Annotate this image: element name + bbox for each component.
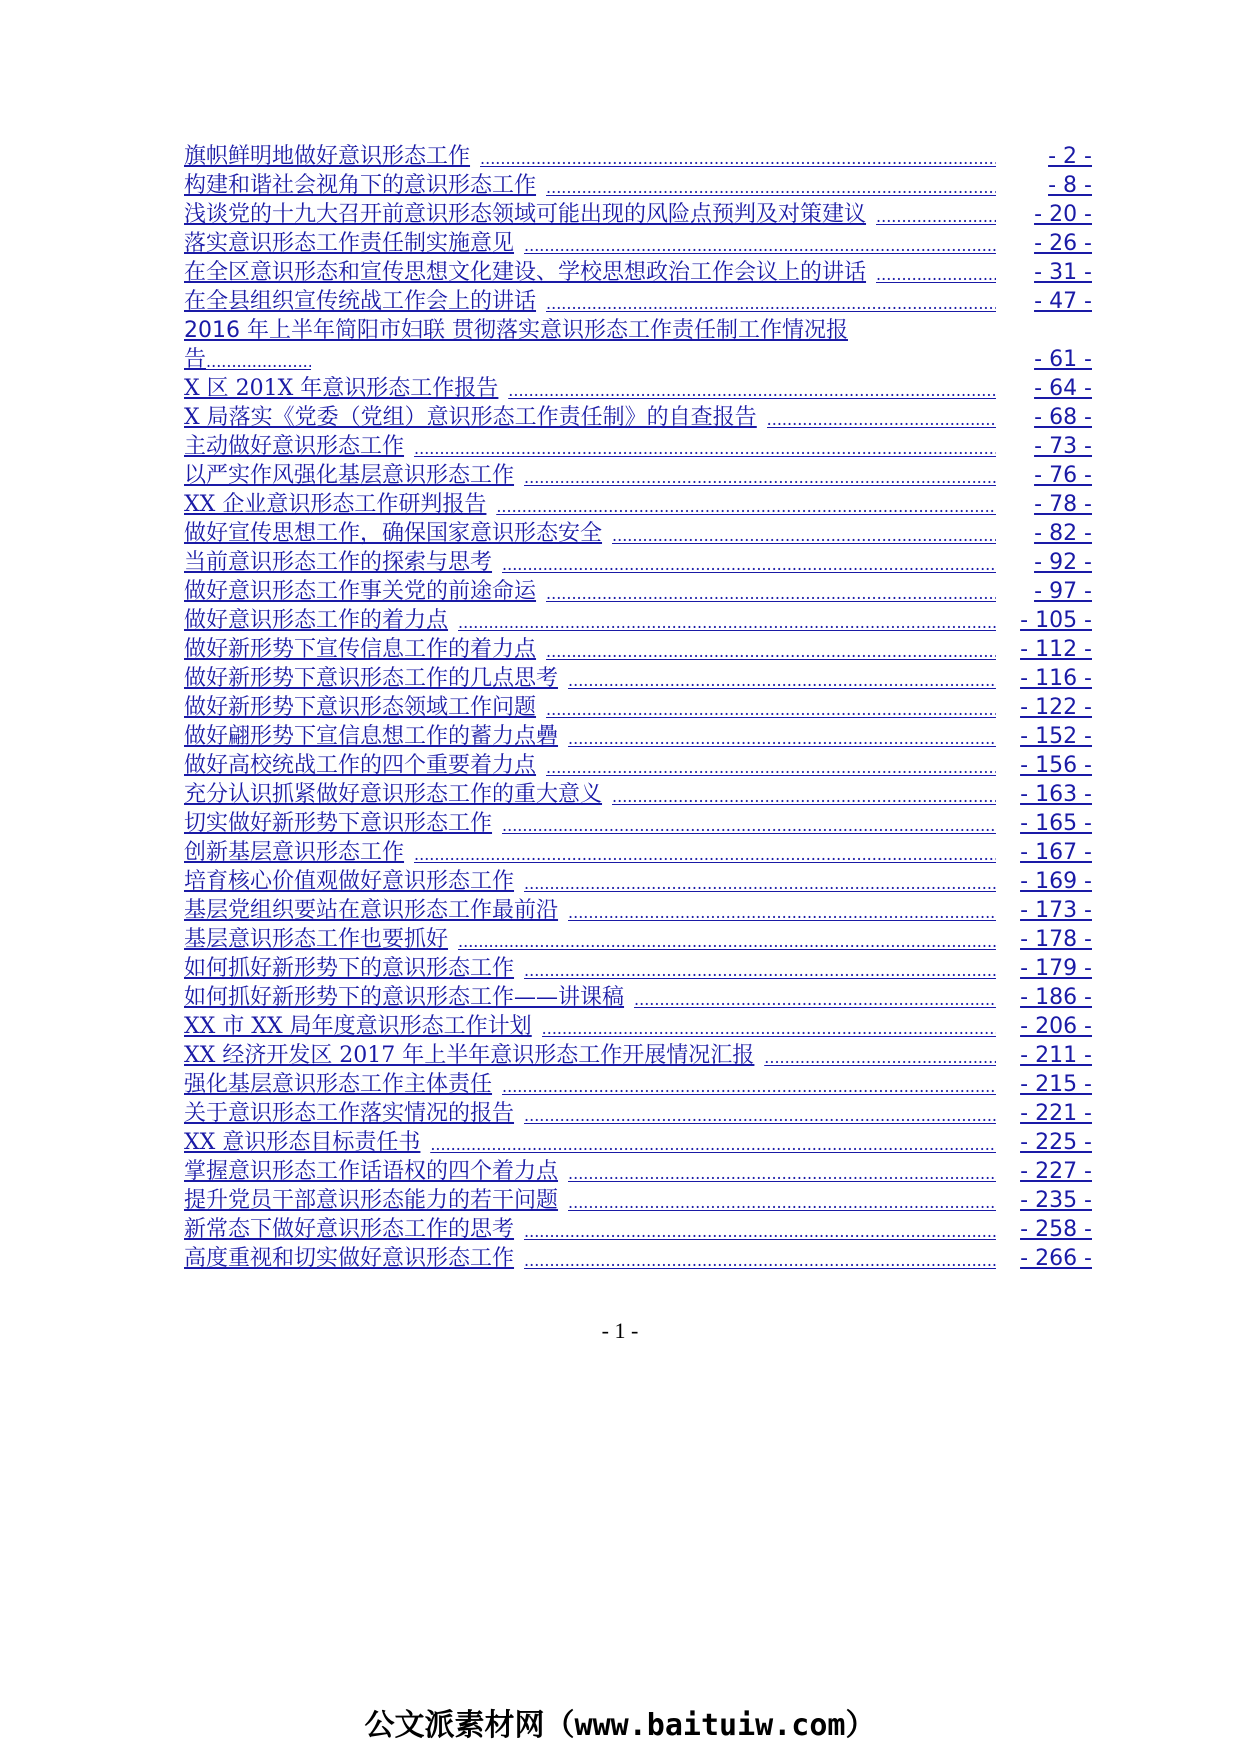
toc-entry-wrapped[interactable] xyxy=(184,316,1092,374)
toc-entry[interactable] xyxy=(184,896,1092,925)
toc-entry-page: - 169 - xyxy=(1020,869,1092,894)
toc-entry-title: 做好新形势下意识形态领域工作问题 xyxy=(184,695,537,720)
toc-leader-dots xyxy=(524,872,996,896)
toc-entry-page: - 186 - xyxy=(1020,985,1092,1010)
toc-entry[interactable] xyxy=(184,838,1092,867)
toc-leader-dots xyxy=(546,582,996,606)
toc-leader-dots xyxy=(568,901,996,925)
toc-entry[interactable] xyxy=(184,287,1092,316)
toc-leader-dots xyxy=(524,1104,996,1128)
toc-leader-dots xyxy=(764,1046,996,1070)
toc-entry-title: 充分认识抓紧做好意识形态工作的重大意义 xyxy=(184,782,603,807)
toc-entry-title: 做好意识形态工作事关党的前途命运 xyxy=(184,579,537,604)
toc-leader-dots xyxy=(524,1220,996,1244)
toc-leader-dots xyxy=(414,843,996,867)
toc-entry-page: - 163 - xyxy=(1020,782,1092,807)
toc-leader-dots xyxy=(524,234,996,258)
toc-entry-title: 创新基层意识形态工作 xyxy=(184,840,405,865)
page-number: - 1 - xyxy=(601,1318,639,1343)
toc-leader-dots xyxy=(458,611,996,635)
toc-leader-dots xyxy=(524,466,996,490)
toc-entry[interactable] xyxy=(184,867,1092,896)
toc-entry-title: 在全区意识形态和宣传思想文化建设、学校思想政治工作会议上的讲话 xyxy=(184,260,867,285)
toc-entry[interactable] xyxy=(184,722,1092,751)
toc-entry-title: XX 经济开发区 2017 年上半年意识形态工作开展情况汇报 xyxy=(184,1043,755,1068)
toc-leader-dots xyxy=(458,930,996,954)
toc-entry[interactable] xyxy=(184,1186,1092,1215)
footer-brand: 公文派素材网（www.baituiw.com） xyxy=(364,1708,876,1743)
toc-leader-dots xyxy=(612,524,996,548)
toc-entry-page: - 61 - xyxy=(1034,347,1092,372)
toc-entry-page: - 211 - xyxy=(1020,1043,1092,1068)
toc-entry-page: - 73 - xyxy=(1034,434,1092,459)
toc-entry-title: 关于意识形态工作落实情况的报告 xyxy=(184,1101,515,1126)
toc-entry-title: XX 意识形态目标责任书 xyxy=(184,1130,421,1155)
toc-entry[interactable] xyxy=(184,635,1092,664)
toc-entry-title: 提升党员干部意识形态能力的若干问题 xyxy=(184,1188,559,1213)
toc-leader-dots xyxy=(206,350,311,374)
toc-leader-dots xyxy=(502,553,996,577)
toc-entry-title: 以严实作风强化基层意识形态工作 xyxy=(184,463,515,488)
toc-entry[interactable] xyxy=(184,258,1092,287)
toc-entry[interactable] xyxy=(184,1041,1092,1070)
toc-entry-page: - 167 - xyxy=(1020,840,1092,865)
toc-entry[interactable] xyxy=(184,1244,1092,1273)
toc-entry-title: 培育核心价值观做好意识形态工作 xyxy=(184,869,515,894)
toc-leader-dots xyxy=(568,1162,996,1186)
toc-leader-dots xyxy=(568,1191,996,1215)
toc-entry-title: XX 企业意识形态工作研判报告 xyxy=(184,492,487,517)
toc-leader-dots xyxy=(568,727,996,751)
toc-entry[interactable] xyxy=(184,171,1092,200)
toc-entry[interactable] xyxy=(184,751,1092,780)
toc-entry-page: - 105 - xyxy=(1020,608,1092,633)
toc-entry-page: - 122 - xyxy=(1020,695,1092,720)
toc-entry-title: X 区 201X 年意识形态工作报告 xyxy=(184,376,499,401)
toc-leader-dots xyxy=(612,785,996,809)
toc-entry-page: - 82 - xyxy=(1034,521,1092,546)
toc-entry[interactable] xyxy=(184,780,1092,809)
toc-leader-dots xyxy=(767,408,996,432)
toc-entry-title: 做好高校统战工作的四个重要着力点 xyxy=(184,753,537,778)
toc-entry-page: - 20 - xyxy=(1034,202,1092,227)
toc-entry-page: - 68 - xyxy=(1034,405,1092,430)
toc-entry-page: - 221 - xyxy=(1020,1101,1092,1126)
toc-entry-title: 如何抓好新形势下的意识形态工作——讲课稿 xyxy=(184,985,625,1010)
toc-leader-dots xyxy=(524,1249,996,1273)
toc-entry[interactable] xyxy=(184,606,1092,635)
toc-entry-page: - 225 - xyxy=(1020,1130,1092,1155)
toc-leader-dots xyxy=(508,379,996,403)
toc-leader-dots xyxy=(876,263,996,287)
toc-entry-page: - 31 - xyxy=(1034,260,1092,285)
toc-entry-title: 当前意识形态工作的探索与思考 xyxy=(184,550,493,575)
toc-entry-page: - 116 - xyxy=(1020,666,1092,691)
toc-entry-title: 强化基层意识形态工作主体责任 xyxy=(184,1072,493,1097)
toc-leader-dots xyxy=(414,437,996,461)
toc-entry[interactable] xyxy=(184,1012,1092,1041)
toc-entry-page: - 266 - xyxy=(1020,1246,1092,1271)
toc-entry-title-line1: 2016 年上半年简阳市妇联 贯彻落实意识形态工作责任制工作情况报 xyxy=(184,318,848,343)
toc-entry-title: 在全县组织宣传统战工作会上的讲话 xyxy=(184,289,537,314)
toc-entry[interactable] xyxy=(184,490,1092,519)
toc-entry-page: - 76 - xyxy=(1034,463,1092,488)
toc-entry[interactable] xyxy=(184,983,1092,1012)
toc-leader-dots xyxy=(568,669,996,693)
toc-leader-dots xyxy=(546,698,996,722)
toc-entry[interactable] xyxy=(184,664,1092,693)
toc-entry-title: X 局落实《党委（党组）意识形态工作责任制》的自查报告 xyxy=(184,405,757,430)
toc-entry[interactable] xyxy=(184,461,1092,490)
toc-entry[interactable] xyxy=(184,432,1092,461)
toc-entry-title: 基层党组织要站在意识形态工作最前沿 xyxy=(184,898,559,923)
toc-leader-dots xyxy=(496,495,996,519)
toc-leader-dots xyxy=(502,814,996,838)
toc-entry-page: - 206 - xyxy=(1020,1014,1092,1039)
toc-entry-title: 如何抓好新形势下的意识形态工作 xyxy=(184,956,515,981)
toc-entry-title: 高度重视和切实做好意识形态工作 xyxy=(184,1246,515,1271)
toc-entry-page: - 179 - xyxy=(1020,956,1092,981)
toc-entry-title: 切实做好新形势下意识形态工作 xyxy=(184,811,493,836)
toc-entry[interactable] xyxy=(184,1157,1092,1186)
toc-entry-title: 基层意识形态工作也要抓好 xyxy=(184,927,449,952)
toc-entry[interactable] xyxy=(184,954,1092,983)
toc-entry-page: - 258 - xyxy=(1020,1217,1092,1242)
toc-entry[interactable] xyxy=(184,519,1092,548)
toc-entry[interactable] xyxy=(184,1099,1092,1128)
toc-entry[interactable] xyxy=(184,693,1092,722)
toc-entry-title: 做好宣传思想工作，确保国家意识形态安全 xyxy=(184,521,603,546)
toc-entry-title: 做好新形势下宣传信息工作的着力点 xyxy=(184,637,537,662)
toc-leader-dots xyxy=(524,959,996,983)
toc-entry[interactable] xyxy=(184,809,1092,838)
toc-leader-dots xyxy=(876,205,996,229)
toc-entry-title: 掌握意识形态工作话语权的四个着力点 xyxy=(184,1159,559,1184)
toc-entry-page: - 235 - xyxy=(1020,1188,1092,1213)
toc-entry-page: - 92 - xyxy=(1034,550,1092,575)
toc-entry[interactable] xyxy=(184,403,1092,432)
toc-entry-page: - 152 - xyxy=(1020,724,1092,749)
toc-entry[interactable] xyxy=(184,925,1092,954)
toc-leader-dots xyxy=(502,1075,996,1099)
toc-entry[interactable] xyxy=(184,1070,1092,1099)
toc-entry-page: - 178 - xyxy=(1020,927,1092,952)
toc-entry-page: - 227 - xyxy=(1020,1159,1092,1184)
toc-entry-title: 旗帜鲜明地做好意识形态工作 xyxy=(184,144,471,169)
toc-entry[interactable] xyxy=(184,1128,1092,1157)
toc-entry[interactable] xyxy=(184,200,1092,229)
toc-entry-page: - 47 - xyxy=(1034,289,1092,314)
toc-leader-dots xyxy=(634,988,996,1012)
toc-entry-page: - 64 - xyxy=(1034,376,1092,401)
toc-entry-page: - 215 - xyxy=(1020,1072,1092,1097)
toc-entry-title: 构建和谐社会视角下的意识形态工作 xyxy=(184,173,537,198)
toc-leader-dots xyxy=(546,640,996,664)
toc-entry-page: - 165 - xyxy=(1020,811,1092,836)
toc-entry-title: 新常态下做好意识形态工作的思考 xyxy=(184,1217,515,1242)
toc-entry-title-line2: 告 xyxy=(184,347,207,372)
toc-entry-page: - 78 - xyxy=(1034,492,1092,517)
toc-entry-title: 做好翩形势下宣信息想工作的蓄力点礨 xyxy=(184,724,559,749)
toc-leader-dots xyxy=(546,292,996,316)
toc-entry-page: - 112 - xyxy=(1020,637,1092,662)
toc-entry[interactable] xyxy=(184,1215,1092,1244)
toc-leader-dots xyxy=(542,1017,996,1041)
toc-entry-title: 主动做好意识形态工作 xyxy=(184,434,405,459)
toc-entry-title: 做好新形势下意识形态工作的几点思考 xyxy=(184,666,559,691)
toc-entry-page: - 156 - xyxy=(1020,753,1092,778)
toc-entry-page: - 2 - xyxy=(1048,144,1092,169)
toc-entry-page: - 8 - xyxy=(1048,173,1092,198)
toc-leader-dots xyxy=(546,756,996,780)
toc-entry-title: 做好意识形态工作的着力点 xyxy=(184,608,449,633)
toc-entry-page: - 173 - xyxy=(1020,898,1092,923)
toc-entry[interactable] xyxy=(184,577,1092,606)
table-of-contents xyxy=(184,142,1092,1273)
toc-entry-title: 落实意识形态工作责任制实施意见 xyxy=(184,231,515,256)
toc-entry[interactable] xyxy=(184,142,1092,171)
toc-entry[interactable] xyxy=(184,229,1092,258)
toc-entry-page: - 26 - xyxy=(1034,231,1092,256)
toc-entry-page: - 97 - xyxy=(1034,579,1092,604)
toc-leader-dots xyxy=(430,1133,996,1157)
toc-entry-title: 浅谈党的十九大召开前意识形态领域可能出现的风险点预判及对策建议 xyxy=(184,202,867,227)
toc-leader-dots xyxy=(546,176,996,200)
toc-entry[interactable] xyxy=(184,374,1092,403)
toc-entry-title: XX 市 XX 局年度意识形态工作计划 xyxy=(184,1014,532,1039)
toc-entry[interactable] xyxy=(184,548,1092,577)
toc-leader-dots xyxy=(480,147,996,171)
